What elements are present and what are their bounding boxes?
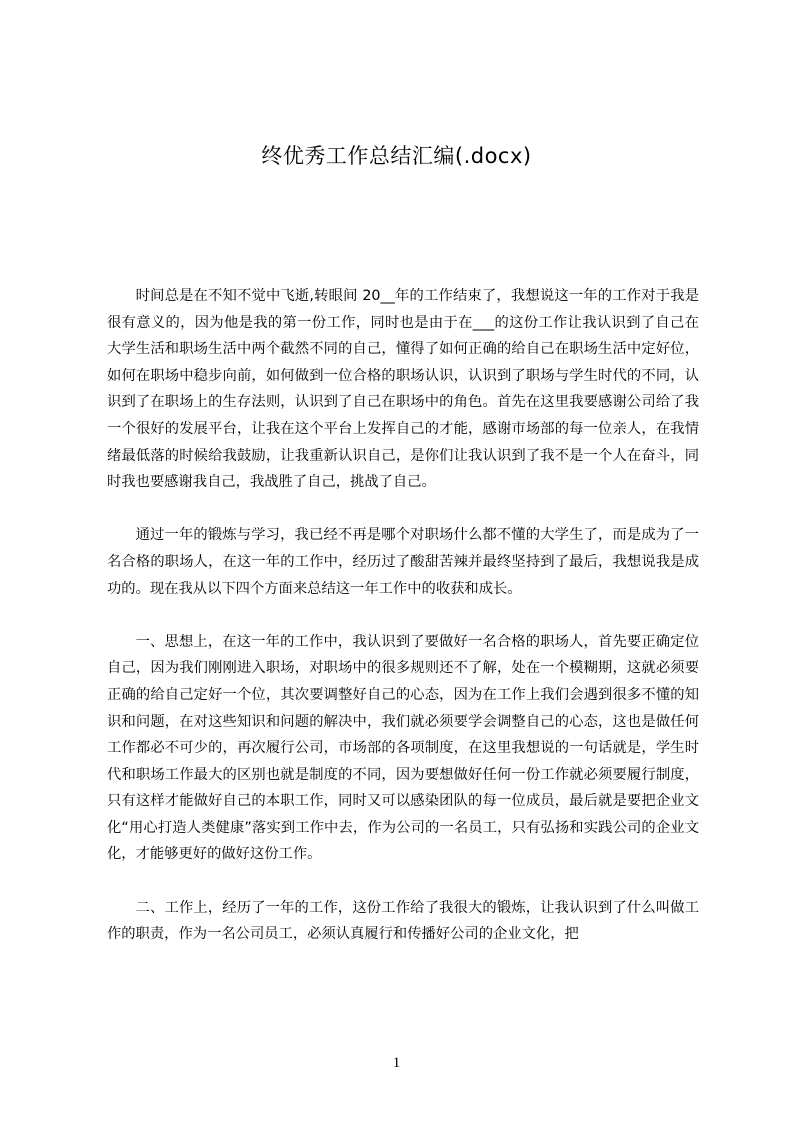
- document-body: [107, 283, 699, 974]
- body-paragraph-1: 时间总是在不知不觉中飞逝,转眼间 20__年的工作结束了，我想说这一年的工作对于我是很有意义的，因为他是我的第一份工作，同时也是由于在___的这份工作让我认识到了自己在大学生活和职场生活中两个截然不同的自己，懂得了如何正确的给自己在职场生活中定好位，如何在职场中稳步向前，如何做到一位合格的职场认识，认识到了职场与学生时代的不同，认识到了在职场上的生存法则，认识到了自己在职场中的角色。首先在这里我要感谢公司给了我一个很好的发展平台，让我在这个平台上发挥自己的才能，感谢市场部的每一位亲人，在我情绪最低落的时候给我鼓励，让我重新认识自己，是你们让我认识到了我不是一个人在奋斗，同时我也要感谢我自己，我战胜了自己，挑战了自己。: [107, 288, 699, 491]
- body-paragraph-2: 通过一年的锻炼与学习，我已经不再是哪个对职场什么都不懂的大学生了，而是成为了一名合格的职场人，在这一年的工作中，经历过了酸甜苦辣并最终坚持到了最后，我想说我是成功的。现在我从以下四个方面来总结这一年工作中的收获和成长。: [107, 527, 699, 597]
- body-paragraph-4: 二、工作上，经历了一年的工作，这份工作给了我很大的锻炼，让我认识到了什么叫做工作的职责，作为一名公司员工，必须认真履行和传播好公司的企业文化，把: [107, 899, 699, 943]
- page-number: 1: [392, 1055, 401, 1071]
- document-title: 终优秀工作总结汇编(.docx): [261, 144, 532, 168]
- body-paragraph-3: 一、思想上，在这一年的工作中，我认识到了要做好一名合格的职场人，首先要正确定位自己，因为我们刚刚进入职场，对职场中的很多规则还不了解，处在一个模糊期，这就必须要正确的给自己定好一个位，其次要调整好自己的心态，因为在工作上我们会遇到很多不懂的知识和问题，在对这些知识和问题的解决中，我们就必须要学会调整自己的心态，这也是做任何工作都必不可少的，再次履行公司，市场部的各项制度，在这里我想说的一句话就是，学生时代和职场工作最大的区别也就是制度的不同，因为要想做好任何一份工作就必须要履行制度，只有这样才能做好自己的本职工作，同时又可以感染团队的每一位成员，最后就是要把企业文化“用心打造人类健康”落实到工作中去，作为公司的一名员工，只有弘扬和实践公司的企业文化，才能够更好的做好这份工作。: [107, 633, 699, 863]
